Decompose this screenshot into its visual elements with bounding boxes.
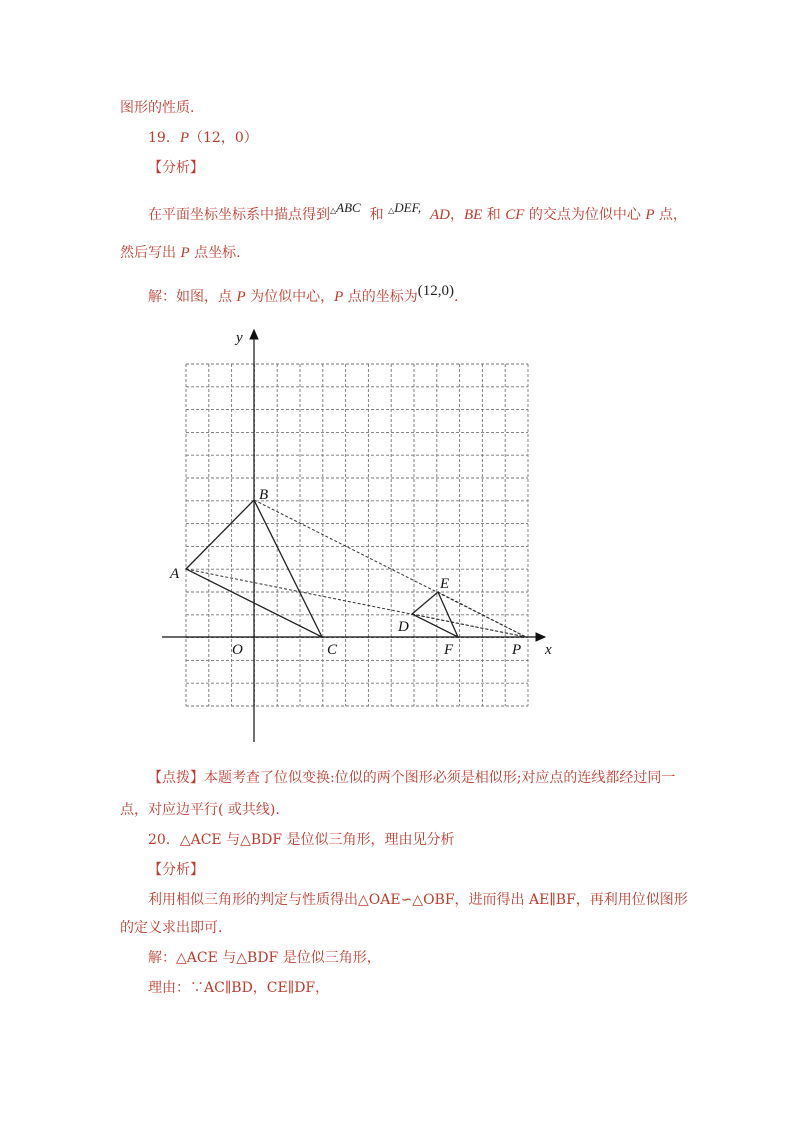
answer-20: 20．△ACE 与△BDF 是位似三角形，理由见分析: [148, 832, 455, 848]
answer-19: 19．P（12，0）: [148, 130, 258, 146]
triangle-symbol: △: [388, 206, 395, 215]
analysis-text-4: 的定义求出即可.: [120, 920, 223, 936]
label-o: O: [232, 642, 243, 658]
label-c: C: [327, 642, 338, 658]
label-b: B: [259, 487, 269, 503]
analysis-text-2: 然后写出 P 点坐标.: [120, 245, 241, 261]
solution-text-1: 解：如图，点 P 为位似中心，P 点的坐标为(12,0).: [148, 283, 459, 305]
tip-text-1: 【点拨】本题考查了位似变换:位似的两个图形必须是相似形;对应点的连线都经过同一: [148, 770, 676, 786]
label-d: D: [398, 619, 409, 635]
text-line-1: 图形的性质.: [120, 100, 195, 116]
label-e: E: [440, 576, 450, 592]
heading-analysis-1: 【分析】: [148, 160, 204, 176]
coordinate-figure: [150, 318, 570, 750]
triangle-symbol: △: [330, 206, 337, 215]
label-f: F: [444, 642, 454, 658]
label-p: P: [512, 642, 522, 658]
heading-analysis-2: 【分析】: [148, 862, 204, 878]
label-a: A: [170, 566, 180, 582]
reason-text: 理由：∵AC∥BD，CE∥DF，: [148, 980, 330, 996]
dotted-lines: [186, 500, 526, 637]
label-y: y: [236, 330, 243, 346]
analysis-text-1: 在平面坐标坐标系中描点得到△ABC 和 △DEF, AD，BE 和 CF 的交点为位似中心 P 点，: [148, 200, 687, 223]
analysis-text-3: 利用相似三角形的判定与性质得出△OAE∽△OBF，进而得出 AE∥BF，再利用位似图形: [148, 892, 688, 908]
tip-text-2: 点，对应边平行( 或共线).: [120, 802, 280, 818]
label-x: x: [545, 642, 552, 658]
solution-text-2: 解：△ACE 与△BDF 是位似三角形，: [148, 950, 381, 966]
